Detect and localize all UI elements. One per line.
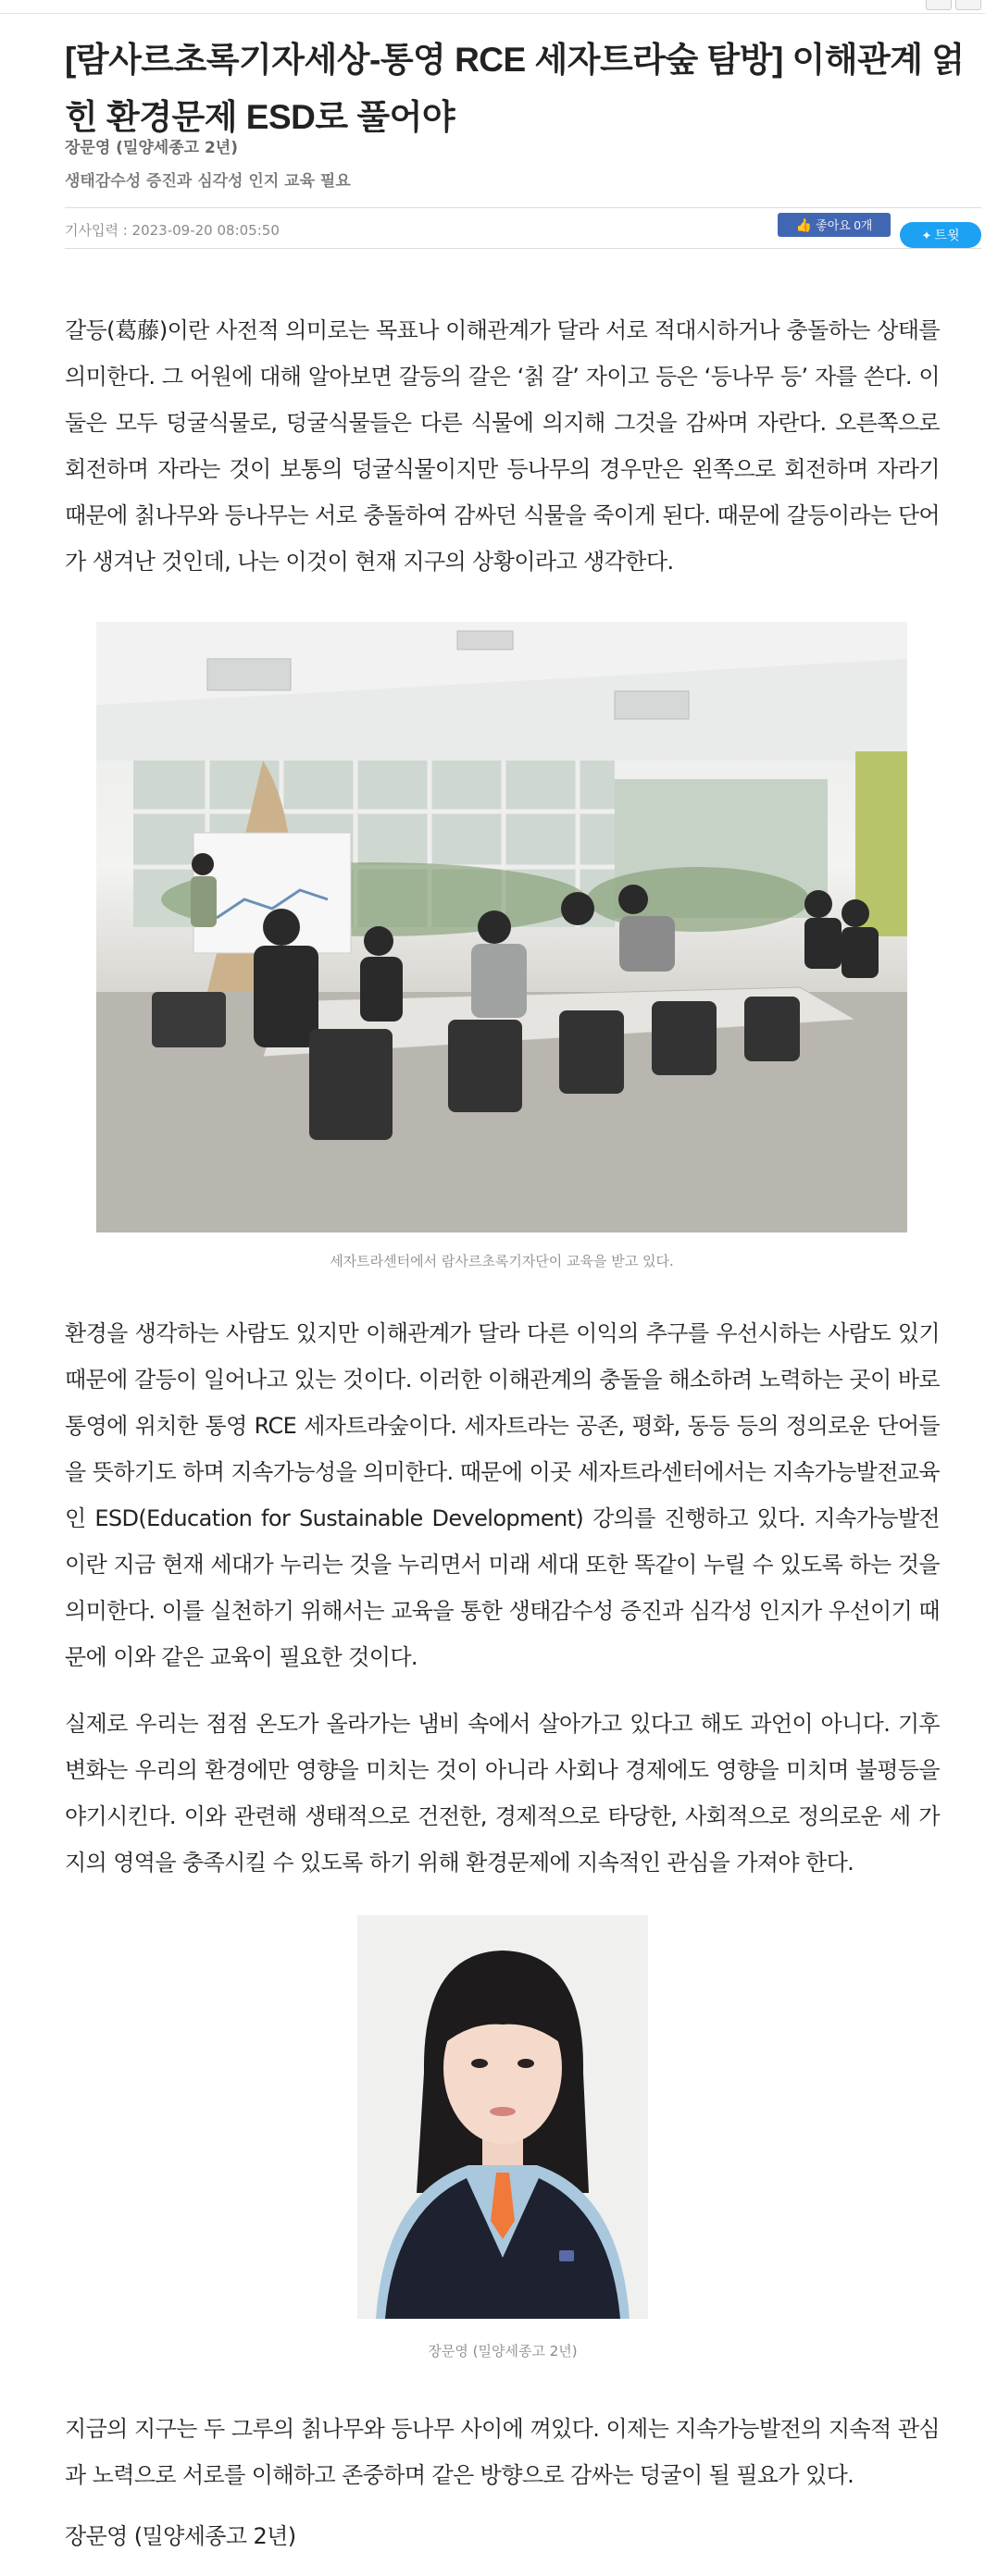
classroom-photo bbox=[96, 622, 907, 1232]
article-author: 장문영 (밀양세종고 2년) bbox=[65, 139, 239, 157]
tweet-button[interactable] bbox=[900, 222, 981, 248]
thumbs-up-icon: 👍 bbox=[795, 217, 813, 232]
twitter-bird-icon: ✦ bbox=[921, 229, 932, 242]
article-paragraph-2: 환경을 생각하는 사람도 있지만 이해관계가 달라 다른 이익의 추구를 우선시하는 사람도 있기 때문에 갈등이 일어나고 있는 것이다. 이러한 이해관계의 충돌을 해소하려 노력하는 곳이 바로 통영에 위치한 통영 RCE 세자트라숲이다. 세자트라는 공존, 평화, 동등 등의 정의로운 단어들을 뜻하기도 하며 지속가능성을 의미한다. 때문에 이곳 세자트라센터에서는 지속가능발전교육인 ESD(Education for Sustainable Development) 강의를 진행하고 있다. 지속가능발전이란 지금 현재 세대가 누리는 것을 누리면서 미래 세대 또한 똑같이 누릴 수 있도록 하는 것을 의미한다. 이를 실천하기 위해서는 교육을 통한 생태감수성 증진과 심각성 인지가 우선이기 때문에 이와 같은 교육이 필요한 것이다. bbox=[65, 1320, 940, 1670]
author-portrait-photo bbox=[357, 1915, 648, 2319]
top-strip bbox=[0, 0, 985, 14]
article-paragraph-1: 갈등(葛藤)이란 사전적 의미로는 목표나 이해관계가 달라 서로 적대시하거나 충돌하는 상태를 의미한다. 그 어원에 대해 알아보면 갈등의 갈은 ‘칡 갈’ 자이고 등은 ‘등나무 등’ 자를 쓴다. 이 둘은 모두 덩굴식물로, 덩굴식물들은 다른 식물에 의지해 그것을 감싸며 자란다. 오른쪽으로 회전하며 자라는 것이 보통의 덩굴식물이지만 등나무의 경우만은 왼쪽으로 회전하며 자라기 때문에 칡나무와 등나무는 서로 충돌하여 감싸던 식물을 죽이게 된다. 때문에 갈등이라는 단어가 생겨난 것인데, 나는 이것이 현재 지구의 상황이라고 생각한다. bbox=[65, 317, 940, 575]
like-label: 좋아요 0개 bbox=[816, 218, 873, 232]
article-paragraph-4: 지금의 지구는 두 그루의 칡나무와 등나무 사이에 껴있다. 이제는 지속가능발전의 지속적 관심과 노력으로 서로를 이해하고 존중하며 같은 방향으로 감싸는 덩굴이 될 필요가 있다. bbox=[65, 2416, 940, 2488]
divider bbox=[65, 248, 981, 249]
article-subtitle: 생태감수성 증진과 심각성 인지 교육 필요 bbox=[65, 172, 351, 191]
print-icon[interactable] bbox=[926, 0, 952, 10]
photo2-caption: 장문영 (밀양세종고 2년) bbox=[428, 2343, 578, 2359]
article-date: 기사입력 : 2023-09-20 08:05:50 bbox=[65, 222, 280, 239]
article-title: [람사르초록기자세상-통영 RCE 세자트라숲 탐방] 이해관계 얽힌 환경문제 ESD로 풀어야 bbox=[65, 41, 965, 136]
tweet-label: 트윗 bbox=[934, 228, 960, 242]
article-signature: 장문영 (밀양세종고 2년) bbox=[65, 2523, 296, 2549]
article-paragraph-3: 실제로 우리는 점점 온도가 올라가는 냄비 속에서 살아가고 있다고 해도 과언이 아니다. 기후변화는 우리의 환경에만 영향을 미치는 것이 아니라 사회나 경제에도 영향을 미치며 불평등을 야기시킨다. 이와 관련해 생태적으로 건전한, 경제적으로 타당한, 사회적으로 정의로운 세 가지의 영역을 충족시킬 수 있도록 하기 위해 환경문제에 지속적인 관심을 가져야 한다. bbox=[65, 1711, 940, 1876]
divider bbox=[65, 207, 981, 208]
facebook-like-button[interactable] bbox=[778, 213, 891, 237]
font-size-icon[interactable] bbox=[955, 0, 981, 10]
photo1-caption: 세자트라센터에서 람사르초록기자단이 교육을 받고 있다. bbox=[330, 1253, 674, 1269]
